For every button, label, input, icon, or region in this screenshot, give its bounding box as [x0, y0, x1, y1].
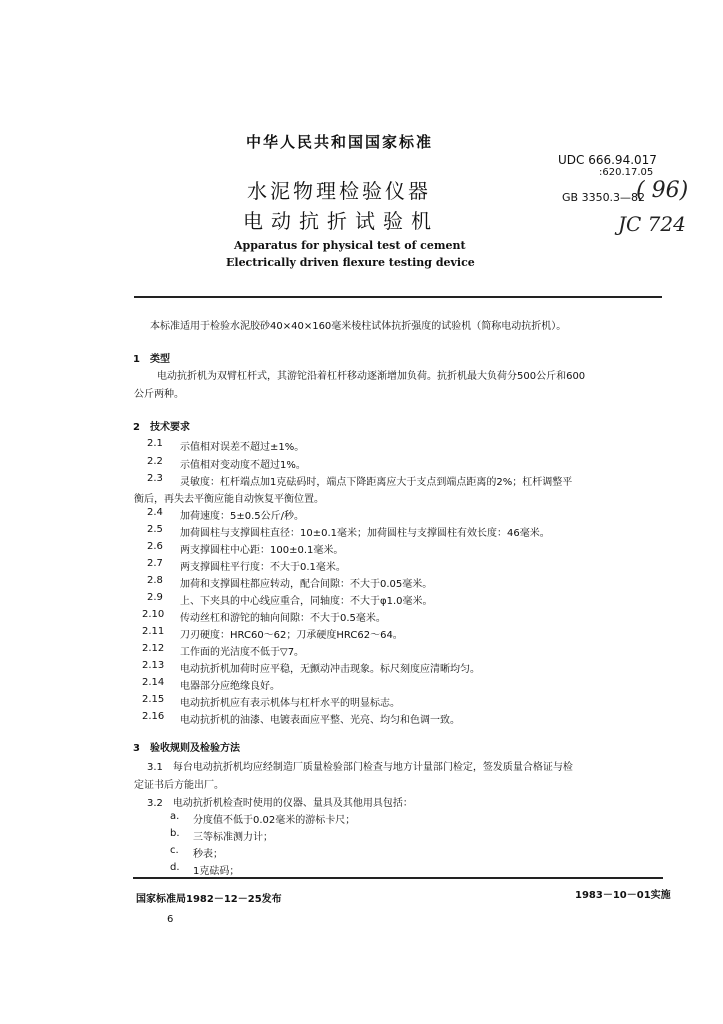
- item-text: 传动丝杠和游铊的轴向间隙：不大于0.5毫米。: [180, 613, 386, 624]
- list-item-text: 分度值不低于0.02毫米的游标卡尺；: [193, 815, 356, 826]
- effective-date: 1983－10－01实施: [575, 890, 671, 901]
- title-cn-line1: 水泥物理检验仪器: [247, 179, 431, 203]
- list-item-text: 秒表；: [193, 849, 223, 860]
- item-number: 2.9: [147, 592, 163, 603]
- item-number: 2.16: [142, 711, 165, 722]
- item-text: 示值相对误差不超过±1%。: [180, 442, 305, 453]
- item-text-continued: 衡后，再失去平衡应能自动恢复平衡位置。: [134, 494, 324, 505]
- handwritten-jc-code: JC 724: [618, 212, 686, 236]
- list-item-marker: d.: [170, 862, 180, 873]
- item-text: 加荷和支撑圆柱都应转动，配合间隙：不大于0.05毫米。: [180, 579, 433, 590]
- item-number: 2.3: [147, 473, 163, 484]
- item-text: 电动抗折机加荷时应平稳，无颤动冲击现象。标尺刻度应清晰均匀。: [180, 664, 480, 675]
- item-number: 2.14: [142, 677, 165, 688]
- item-number: 2.11: [142, 626, 165, 637]
- page-number: 6: [167, 914, 174, 925]
- list-item-marker: a.: [170, 811, 180, 822]
- section-1-line2: 公斤两种。: [134, 389, 184, 400]
- section-1-heading: 1 类型: [133, 354, 170, 365]
- gb-standard-number: GB 3350.3—82: [562, 191, 646, 204]
- item-number: 2.15: [142, 694, 165, 705]
- item-text: 刀刃硬度：HRC60～62；刀承硬度HRC62～64。: [180, 630, 403, 641]
- issue-date: 国家标准局1982－12－25发布: [136, 894, 282, 905]
- item-text: 示值相对变动度不超过1%。: [180, 460, 306, 471]
- item-number: 2.10: [142, 609, 165, 620]
- item-number: 2.13: [142, 660, 165, 671]
- list-item-text: 1克砝码；: [193, 866, 240, 877]
- item-number: 2.1: [147, 438, 163, 449]
- country-standard-label: 中华人民共和国国家标准: [246, 133, 434, 151]
- title-en-line1: Apparatus for physical test of cement: [234, 239, 466, 252]
- title-en-line2: Electrically driven flexure testing device: [226, 256, 475, 269]
- item-text: 两支撑圆柱平行度：不大于0.1毫米。: [180, 562, 346, 573]
- list-item-marker: b.: [170, 828, 180, 839]
- section-2-heading: 2 技术要求: [133, 422, 190, 433]
- item-text: 电动抗折机的油漆、电镀表面应平整、光亮、均匀和色调一致。: [180, 715, 460, 726]
- item-number: 2.6: [147, 541, 163, 552]
- udc-code-continued: :620.17.05: [599, 167, 654, 178]
- item-text: 加荷速度：5±0.5公斤/秒。: [180, 511, 305, 522]
- item-number: 2.7: [147, 558, 163, 569]
- footer-divider: [133, 877, 663, 879]
- section-1-line1: 电动抗折机为双臂杠杆式，其游铊沿着杠杆移动逐渐增加负荷。抗折机最大负荷分500公斤和600: [157, 371, 586, 382]
- list-item-marker: c.: [170, 845, 179, 856]
- item-number: 2.8: [147, 575, 163, 586]
- item-text: 电器部分应绝缘良好。: [180, 681, 280, 692]
- title-cn-line2: 电动抗折试验机: [243, 209, 439, 233]
- handwritten-year-note: ( 96): [636, 178, 689, 203]
- item-number: 2.5: [147, 524, 163, 535]
- clause-3-1-line2: 定证书后方能出厂。: [134, 780, 224, 791]
- clause-3-1-line1: 3.1 每台电动抗折机均应经制造厂质量检验部门检查与地方计量部门检定，签发质量合格证与检: [147, 762, 573, 773]
- section-3-heading: 3 验收规则及检验方法: [133, 743, 240, 754]
- udc-code: UDC 666.94.017: [558, 153, 657, 167]
- item-number: 2.12: [142, 643, 165, 654]
- item-text: 上、下夹具的中心线应重合，同轴度：不大于φ1.0毫米。: [180, 596, 433, 607]
- item-text: 工作面的光洁度不低于▽7。: [180, 647, 305, 658]
- item-number: 2.4: [147, 507, 163, 518]
- item-text: 电动抗折机应有表示机体与杠杆水平的明显标志。: [180, 698, 400, 709]
- clause-3-2: 3.2 电动抗折机检查时使用的仪器、量具及其他用具包括：: [147, 798, 413, 809]
- scope-paragraph: 本标准适用于检验水泥胶砂40×40×160毫米棱柱试体抗折强度的试验机（简称电动抗折机）。: [150, 321, 567, 332]
- header-divider: [134, 296, 662, 298]
- list-item-text: 三等标准测力计；: [193, 832, 273, 843]
- item-text: 灵敏度：杠杆端点加1克砝码时，端点下降距离应大于支点到端点距离的2%；杠杆调整平: [180, 477, 573, 488]
- item-text: 加荷圆柱与支撑圆柱直径：10±0.1毫米；加荷圆柱与支撑圆柱有效长度：46毫米。: [180, 528, 550, 539]
- item-number: 2.2: [147, 456, 163, 467]
- item-text: 两支撑圆柱中心距：100±0.1毫米。: [180, 545, 344, 556]
